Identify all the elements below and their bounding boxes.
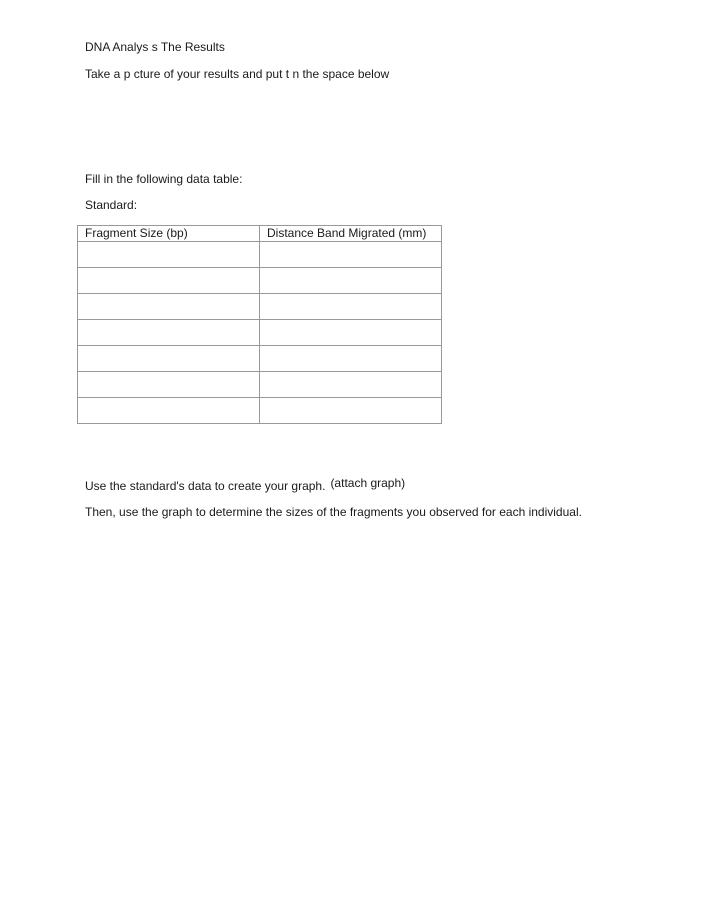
- standard-label: Standard:: [85, 198, 138, 212]
- graph-instruction-line: [85, 476, 406, 493]
- attach-graph-note: (attach graph): [330, 476, 406, 490]
- graph-instruction: Use the standard's data to create your graph.: [85, 479, 326, 493]
- fragment-size-cell[interactable]: [78, 242, 260, 268]
- fragment-size-cell[interactable]: [78, 372, 260, 398]
- picture-instruction: Take a p cture of your results and put t n the space below: [85, 67, 390, 81]
- distance-cell[interactable]: [260, 294, 442, 320]
- table-row: [78, 242, 442, 268]
- table-row: [78, 320, 442, 346]
- document-title: DNA Analys s The Results: [85, 40, 225, 54]
- table-header-row: [78, 226, 442, 242]
- table-row: [78, 268, 442, 294]
- distance-cell[interactable]: [260, 346, 442, 372]
- distance-cell[interactable]: [260, 268, 442, 294]
- fill-in-label: Fill in the following data table:: [85, 172, 243, 186]
- fragment-size-cell[interactable]: [78, 398, 260, 424]
- distance-cell[interactable]: [260, 372, 442, 398]
- fragment-size-cell[interactable]: [78, 320, 260, 346]
- distance-cell[interactable]: [260, 320, 442, 346]
- table-row: [78, 346, 442, 372]
- data-table: [77, 225, 442, 424]
- fragment-size-cell[interactable]: [78, 294, 260, 320]
- column-header-fragment-size: Fragment Size (bp): [78, 226, 260, 242]
- table-row: [78, 372, 442, 398]
- distance-cell[interactable]: [260, 242, 442, 268]
- table-row: [78, 398, 442, 424]
- table-row: [78, 294, 442, 320]
- column-header-distance-migrated: Distance Band Migrated (mm): [260, 226, 442, 242]
- then-instruction: Then, use the graph to determine the sizes of the fragments you observed for each individual.: [85, 505, 582, 519]
- distance-cell[interactable]: [260, 398, 442, 424]
- data-table-container: [77, 225, 442, 424]
- fragment-size-cell[interactable]: [78, 268, 260, 294]
- fragment-size-cell[interactable]: [78, 346, 260, 372]
